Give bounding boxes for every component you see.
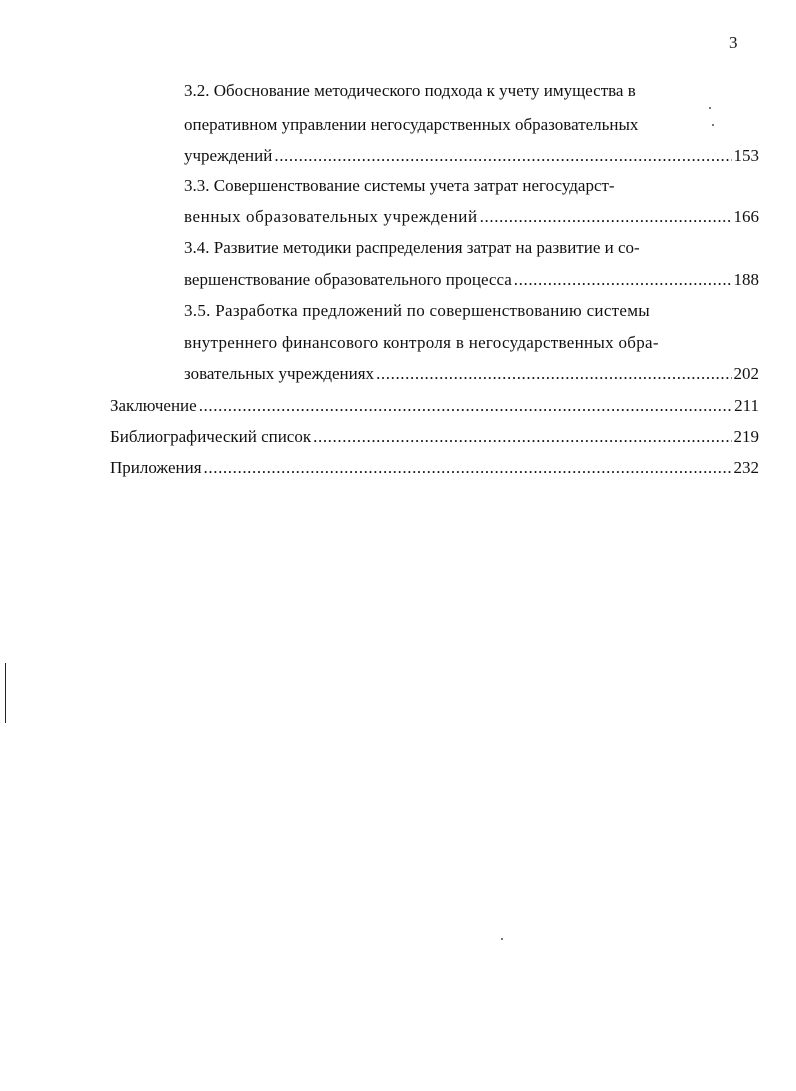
leader-dots <box>274 146 731 166</box>
toc-entry-appendices-page: 232 <box>733 458 759 477</box>
toc-entry-3-5-line-3[interactable] <box>184 364 759 384</box>
toc-entry-3-4-line-1: 3.4. Развитие методики распределения затрат на развитие и со- <box>184 238 640 257</box>
toc-entry-3-4-line-2[interactable] <box>184 270 759 290</box>
scan-speck <box>712 124 714 126</box>
toc-entry-bibliography-text: Библиографический список <box>110 427 312 446</box>
scan-speck <box>501 938 503 940</box>
toc-entry-appendices-text: Приложения <box>110 458 202 477</box>
toc-entry-3-2-page: 153 <box>733 146 759 165</box>
toc-entry-bibliography-page: 219 <box>733 427 759 446</box>
toc-entry-bibliography[interactable] <box>110 427 759 447</box>
toc-entry-3-3-page: 166 <box>733 207 759 226</box>
toc-entry-3-5-line-2: внутреннего финансового контроля в негосударственных обра- <box>184 333 659 352</box>
leader-dots <box>480 207 732 227</box>
page-number: 3 <box>729 33 738 52</box>
toc-entry-3-2-line-3[interactable] <box>184 146 759 166</box>
toc-entry-conclusion[interactable] <box>110 396 759 416</box>
toc-entry-conclusion-text: Заключение <box>110 396 197 415</box>
toc-entry-3-3-line-2[interactable] <box>184 207 759 227</box>
toc-entry-3-5-text: зовательных учреждениях <box>184 364 375 383</box>
scan-speck <box>709 107 711 109</box>
toc-entry-3-5-page: 202 <box>733 364 759 383</box>
toc-entry-3-3-line-1: 3.3. Совершенствование системы учета затрат негосударст- <box>184 176 615 195</box>
leader-dots <box>204 458 732 478</box>
toc-entry-3-2-line-2: оперативном управлении негосударственных образовательных <box>184 115 639 134</box>
toc-entry-3-4-page: 188 <box>733 270 759 289</box>
leader-dots <box>313 427 731 447</box>
scan-edge-mark <box>5 663 6 723</box>
leader-dots <box>199 396 732 416</box>
toc-entry-3-4-text: вершенствование образовательного процесса <box>184 270 512 289</box>
toc-entry-appendices[interactable] <box>110 458 759 478</box>
toc-entry-conclusion-page: 211 <box>734 396 759 415</box>
toc-entry-3-2-text: учреждений <box>184 146 273 165</box>
leader-dots <box>376 364 731 384</box>
toc-entry-3-2-line-1: 3.2. Обоснование методического подхода к учету имущества в <box>184 81 636 100</box>
leader-dots <box>514 270 732 290</box>
toc-entry-3-3-text: венных образовательных учреждений <box>184 207 478 226</box>
toc-entry-3-5-line-1: 3.5. Разработка предложений по совершенствованию системы <box>184 301 651 320</box>
